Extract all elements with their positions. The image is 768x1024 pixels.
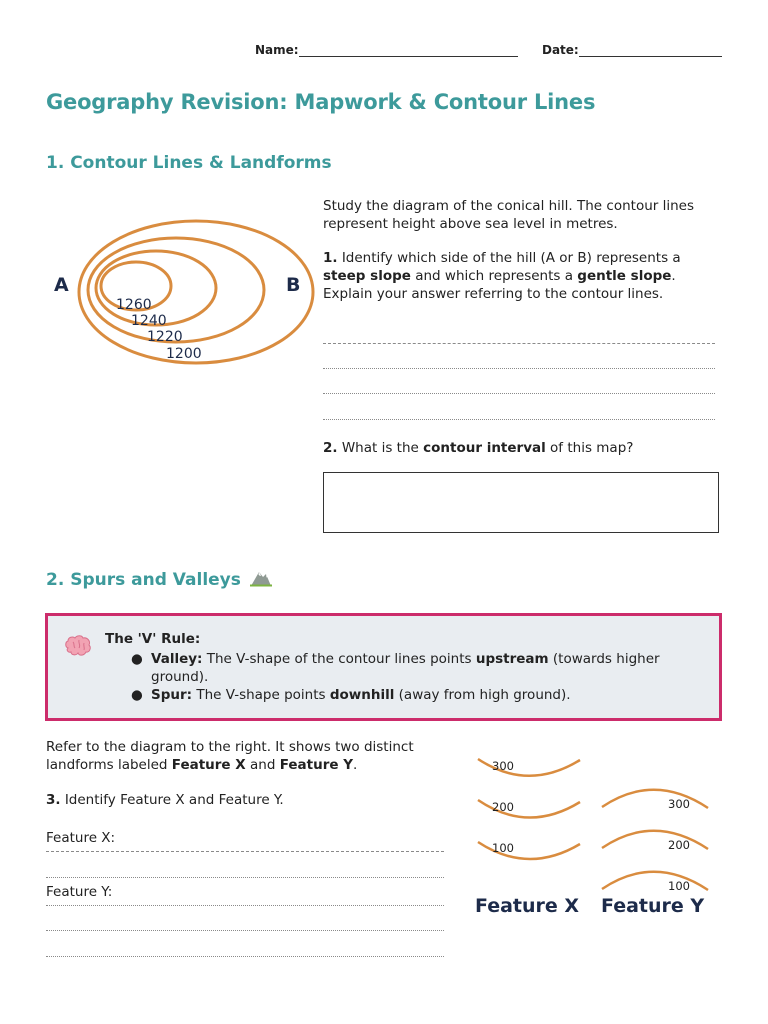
date-line[interactable] <box>579 44 722 57</box>
q1-answer-line-2[interactable] <box>323 368 715 369</box>
feature-y-answer-line-2[interactable] <box>46 930 444 931</box>
feature-y-field-label: Feature Y: <box>46 884 113 900</box>
feature-x-answer-line-2[interactable] <box>46 877 444 878</box>
page-title: Geography Revision: Mapwork & Contour Lines <box>46 90 596 114</box>
q2-bold: contour interval <box>423 440 546 456</box>
q1-text-c: . Explain your answer referring to the contour lines. <box>323 268 676 302</box>
name-line[interactable] <box>299 44 518 57</box>
feature-x-field-label: Feature X: <box>46 830 116 846</box>
conical-hill-diagram <box>48 218 320 368</box>
feature-y-contour-200 <box>602 831 708 849</box>
feature-x-label-300: 300 <box>492 759 514 773</box>
question-3 <box>46 791 284 809</box>
name-field[interactable] <box>255 43 518 57</box>
section1-heading: 1. Contour Lines & Landforms <box>46 153 332 173</box>
q2-text-b: of this map? <box>545 440 634 456</box>
contour-label-1240: 1240 <box>131 313 167 329</box>
section2-intro: Refer to the diagram to the right. It shows two distinct landforms labeled Feature X and Feature Y. <box>46 739 414 773</box>
feature-y-label-200: 200 <box>668 838 690 852</box>
q1-answer-line-1[interactable] <box>323 343 715 344</box>
feature-x-label-200: 200 <box>492 800 514 814</box>
feature-y-answer-line-3[interactable] <box>46 956 444 957</box>
v-rule-box <box>45 613 722 721</box>
section2-heading <box>46 569 272 590</box>
valley-term: Valley: <box>151 651 203 667</box>
question-2 <box>323 439 713 457</box>
feature-x-answer-line-1[interactable] <box>46 851 444 852</box>
date-field[interactable] <box>542 43 722 57</box>
v-rule-valley: ● Valley: The V-shape of the contour lines points upstream (towards higher ground). <box>131 651 660 685</box>
question-1 <box>323 249 713 303</box>
feature-x-label-100: 100 <box>492 841 514 855</box>
spur-term: Spur: <box>151 687 193 703</box>
q3-text: Identify Feature X and Feature Y. <box>60 792 284 808</box>
q1-answer-line-3[interactable] <box>323 393 715 394</box>
q1-text-b: and which represents a <box>410 268 578 284</box>
q1-steep: steep slope <box>323 268 411 284</box>
q1-number: 1. <box>323 250 338 266</box>
spur-valley-diagram <box>466 748 726 924</box>
q1-gentle: gentle slope <box>577 268 672 284</box>
section2-heading-text: 2. Spurs and Valleys <box>46 570 241 590</box>
q1-text-a: Identify which side of the hill (A or B) represents a <box>337 250 681 266</box>
q2-number: 2. <box>323 440 338 456</box>
side-b-label: B <box>286 274 301 296</box>
feature-y-title: Feature Y <box>601 895 705 917</box>
contour-label-1200: 1200 <box>166 346 202 362</box>
v-rule-list <box>105 650 705 704</box>
q2-answer-box[interactable] <box>323 472 719 533</box>
side-a-label: A <box>54 274 69 296</box>
brain-icon <box>64 634 92 658</box>
contour-label-1260: 1260 <box>116 297 152 313</box>
feature-y-contour-100 <box>602 872 708 890</box>
q3-number: 3. <box>46 792 61 808</box>
v-rule-title: The 'V' Rule: <box>105 631 201 647</box>
name-label: Name: <box>255 43 299 57</box>
q2-text-a: What is the <box>337 440 424 456</box>
feature-y-label-300: 300 <box>668 797 690 811</box>
feature-y-label-100: 100 <box>668 879 690 893</box>
section1-intro: Study the diagram of the conical hill. The contour lines represent height above sea level in metres. <box>323 198 694 232</box>
feature-y-answer-line-1[interactable] <box>46 905 444 906</box>
date-label: Date: <box>542 43 579 57</box>
v-rule-spur: ● Spur: The V-shape points downhill (away from high ground). <box>131 687 571 703</box>
contour-label-1220: 1220 <box>147 329 183 345</box>
q1-answer-line-4[interactable] <box>323 419 715 420</box>
feature-x-title: Feature X <box>475 895 580 917</box>
feature-y-contour-300 <box>602 790 708 808</box>
mountain-icon <box>250 569 272 587</box>
